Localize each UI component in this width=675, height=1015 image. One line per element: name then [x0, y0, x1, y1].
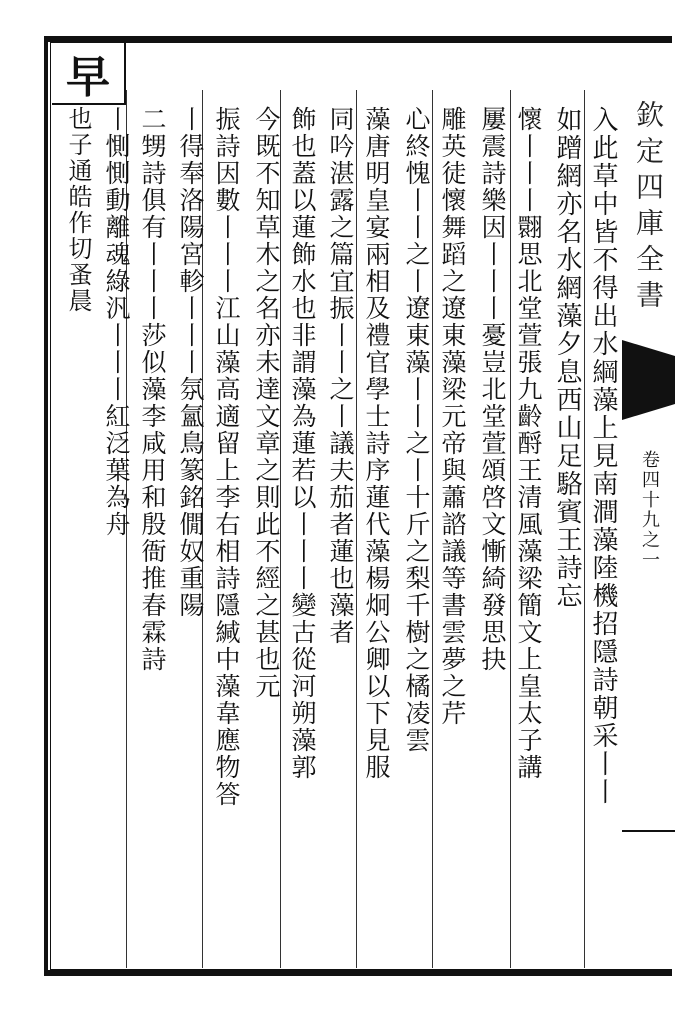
edition-margin [622, 40, 675, 976]
text-column: 同吟湛露之篇宜振丨丨之丨議夫茄者蓮也藻者 [326, 106, 355, 646]
text-column: 心終愧丨丨之丨遼東藻丨丨之丨十斤之梨千樹之橘凌雲 [402, 106, 431, 754]
volume-label: 卷四十九之一 [639, 450, 660, 570]
margin-rule [622, 830, 675, 832]
head-character: 早 [52, 43, 126, 105]
text-column: 二甥詩俱有丨丨丨莎似藻李咸用和殷衙推春霖詩 [138, 106, 167, 673]
text-column: 飾也蓋以蓮飾水也非謂藻為蓮若以丨丨丨變古從河朔藻郭 [288, 106, 317, 781]
edition-title: 欽定四庫全書 [632, 100, 665, 316]
text-body [52, 106, 620, 968]
text-column: 雕英徒懷舞蹈之遼東藻梁元帝與蕭諮議等書雲夢之芹 [438, 106, 467, 727]
text-column: 如蹭網亦名水網藻夕息西山足駱賓王詩忘 [552, 106, 582, 610]
text-column: 丨惻惻動離魂綠汎丨丨丨紅泛葉為舟 [102, 106, 131, 538]
text-column: 懷丨丨丨翾思北堂萱張九齡酹王清風藻梁簡文上皇太子講 [514, 106, 543, 781]
text-column: 屢震詩樂因丨丨丨憂豈北堂萱頌啓文慚綺發思抉 [478, 106, 507, 673]
text-column: 入此草中皆不得出水綱藻上見南澗藻陸機招隱詩朝采丨丨 [588, 106, 618, 806]
text-column: 振詩因數丨丨丨江山藻高適留上李右相詩隱緘中藻韋應物答 [212, 106, 241, 808]
text-column: 今既不知草木之名亦未達文章之則此不經之甚也元 [252, 106, 281, 700]
text-column: 丨得奉洛陽宮軫丨丨丨氛氳鳥篆銘僩奴重陽 [176, 106, 205, 619]
text-column: 藻唐明皇宴兩相及禮官學士詩序蓮代藻楊炯公卿以下見服 [362, 106, 391, 781]
text-column: 也子通皓作切蚤晨 [64, 106, 92, 314]
